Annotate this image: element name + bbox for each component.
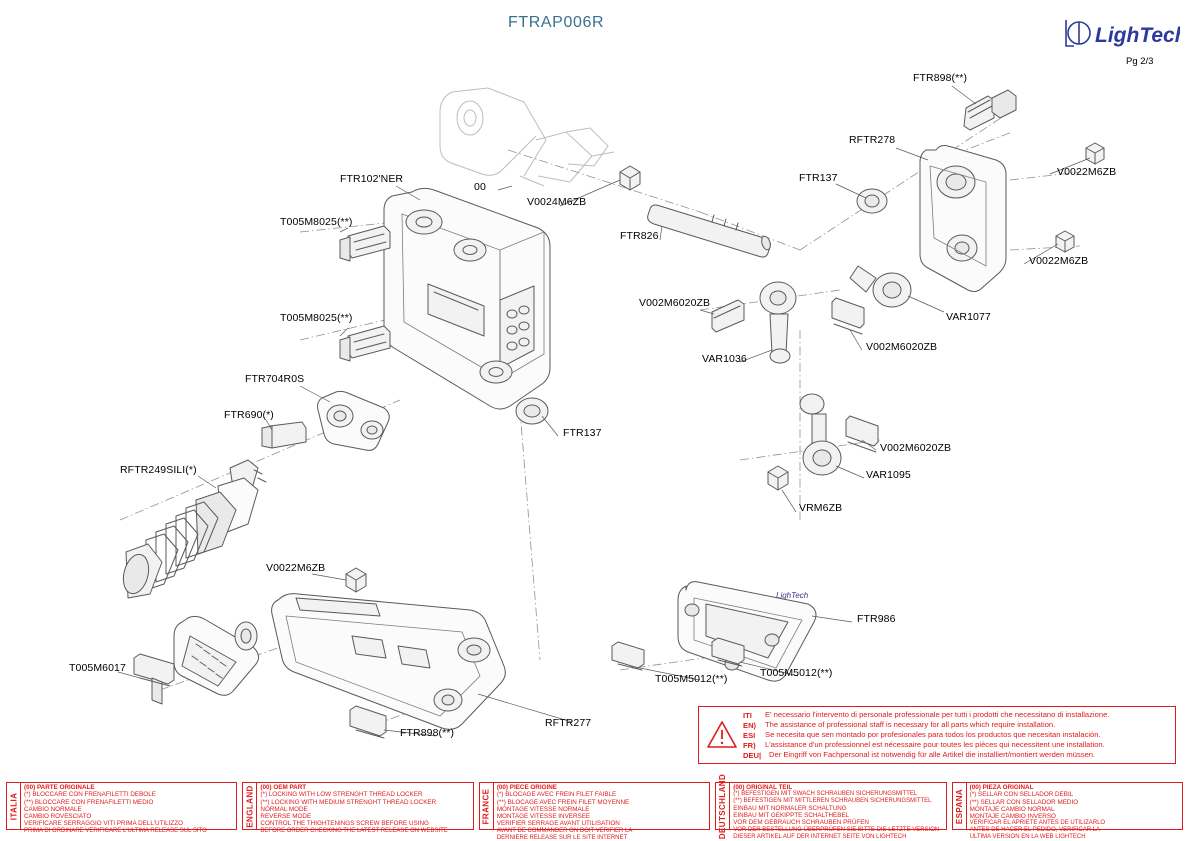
- legend-line: MONTAGE VITESSE INVERSEE: [496, 813, 591, 821]
- legend-line: (*) SELLAR CON SELLADOR DEBIL: [969, 791, 1074, 799]
- part-label: V0022M6ZB: [1057, 166, 1117, 178]
- svg-text:LighTech: LighTech: [1095, 24, 1180, 47]
- legend-line: VOR DER BESTELLUNG ÜBERPRÜFEN SIE BITTE DIE LETZTE VERSION: [733, 826, 940, 833]
- warning-text: L'assistance d'un professionnel est nécessaire pour toutes les pièces qui necessitent une installation.: [765, 740, 1105, 749]
- legend-line: (*) LOCKING WITH LOW STRENGHT THREAD LOCKER: [260, 791, 423, 799]
- part-label: FTR826: [620, 230, 659, 242]
- legend-line: AVANT DE COMMANDER ON DOIT VERIFIER LA: [496, 827, 633, 834]
- legend-line: VOR DEM GEBRAUCH SCHRAUBEN PRÜFEN: [733, 819, 869, 827]
- legend-line: VERIFIER SERRAGE AVANT UTILISATION: [496, 820, 620, 828]
- part-label: VAR1095: [866, 469, 911, 481]
- part-label: RFTR249SILI(*): [120, 464, 197, 476]
- legend-line: EINBAU MIT NORMALER SCHALTUNG: [733, 804, 847, 812]
- legend-line: (**) BEFESTIGEN MIT MITTLEREN SCHRAUBEN SICHERUNGSMITTEL: [733, 798, 932, 805]
- warning-triangle-icon: [707, 721, 737, 748]
- warning-text: The assistance of professional staff is necessary for all parts which require installation.: [765, 720, 1056, 729]
- part-label: V002M6020ZB: [639, 297, 711, 309]
- part-label: T005M5012(**): [655, 673, 728, 685]
- legend-country: ENGLAND: [243, 783, 257, 829]
- part-label: VAR1077: [946, 311, 991, 323]
- part-label: V002M6020ZB: [866, 341, 938, 353]
- legend-country: ESPANA: [953, 783, 967, 829]
- part-label: FTR102'NER: [340, 173, 404, 185]
- part-label: FTR704R0S: [245, 373, 305, 385]
- legend-country: ITALIA: [7, 783, 21, 829]
- part-label: FTR898(**): [913, 72, 968, 84]
- legend-line: (**) LOCKING WITH MEDIUM STRENGHT THREAD LOCKER: [260, 798, 437, 806]
- legend-line: (**) BLOCAGE AVEC FREIN FILET MOYENNE: [496, 798, 630, 806]
- legend-bar: [6, 773, 1183, 841]
- part-label: V0022M6ZB: [1029, 255, 1089, 267]
- warning-lang-code: EN): [743, 721, 757, 730]
- part-label: T005M5012(**): [760, 667, 833, 679]
- legend-country: DEUTSCHLAND: [716, 783, 730, 829]
- part-label: T005M8025(**): [280, 216, 353, 228]
- legend-box-england: [242, 782, 473, 834]
- legend-line: (**) SELLAR CON SELLADOR MEDIO: [969, 798, 1079, 806]
- legend-country: FRANCE: [480, 783, 494, 829]
- legend-box-deutschland: [715, 773, 946, 840]
- legend-line: VERIFICAR EL APRIETE ANTES DE UTILIZARLO: [969, 820, 1106, 827]
- warning-lang-code: DEU|: [743, 751, 762, 760]
- legend-line: MONTAJE CAMBIO NORMAL: [969, 805, 1055, 813]
- part-label: FTR986: [857, 613, 896, 625]
- legend-line: NORMAL MODE: [260, 805, 308, 813]
- svg-text:LighTech: LighTech: [776, 591, 809, 600]
- part-label: FTR137: [563, 427, 602, 439]
- part-label: 00: [474, 181, 486, 193]
- legend-line: CONTROL THE THIGHTENINGS SCREW BEFORE USING: [260, 820, 429, 828]
- legend-line: BEFORE ORDER CHECKING THE LATEST RELEASE ON WEBSITE: [260, 827, 448, 834]
- legend-box-italia: [6, 782, 237, 834]
- part-label: T005M6017: [69, 662, 126, 674]
- part-label: T005M8025(**): [280, 312, 353, 324]
- legend-line: (*) BLOCAGE AVEC FREIN FILET FAIBLE: [496, 791, 617, 799]
- legend-line: (00) ORIGINAL TEIL: [733, 784, 793, 791]
- warning-text: Der Eingriff von Fachpersonal ist notwendig für alle Artikel die installiert/montiert werden müssen.: [769, 750, 1096, 759]
- part-label: VAR1036: [702, 353, 747, 365]
- part-label: FTR137: [799, 172, 838, 184]
- warning-box: [698, 706, 1176, 764]
- legend-box-espana: [952, 782, 1183, 841]
- legend-line: CAMBIO ROVESCIATO: [24, 813, 92, 821]
- legend-line: PRIMA DI ORDINARE VERIFICARE L'ULTIMA RELEASE SUL SITO: [24, 827, 207, 834]
- legend-line: EINBAU MIT GEKIPPTE SCHALTHEBEL: [733, 812, 850, 820]
- page-number: Pg 2/3: [1126, 56, 1154, 67]
- legend-line: (**) BLOCCARE CON FRENAFILETTI MEDIO: [24, 798, 154, 806]
- part-label: RFTR277: [545, 717, 592, 729]
- part-label: V0024M6ZB: [527, 196, 587, 208]
- legend-line: ULTIMA VERSION EN LA WEB LIGHTECH: [969, 834, 1086, 841]
- part-label: VRM6ZB: [799, 502, 843, 514]
- legend-line: (*) BLOCCARE CON FRENAFILETTI DEBOLE: [24, 791, 156, 799]
- legend-line: CAMBIO NORMALE: [24, 805, 82, 813]
- part-label: FTR898(**): [400, 727, 455, 739]
- legend-line: DIESER ARTIKEL AUF DER INTERNET SEITE VON LIGHTECH: [733, 833, 907, 840]
- warning-text: Se necesita que sen montado por profesionales para todos los productos que necesitan instalación.: [765, 730, 1101, 739]
- legend-line: ANTES DE HACER EL PEDIDO, VERIFICAR LA: [969, 827, 1101, 834]
- warning-lang-code: FR): [743, 741, 756, 750]
- page-title: FTRAP006R: [508, 14, 605, 31]
- part-label: V0022M6ZB: [266, 562, 326, 574]
- legend-line: (00) PARTE ORIGINALE: [24, 784, 95, 791]
- legend-line: DERNIERE RELEASE SUR LE SITE INTERNET: [496, 834, 628, 841]
- warning-lang-code: ITI: [743, 711, 752, 720]
- legend-line: REVERSE MODE: [260, 813, 312, 821]
- legend-line: (00) PIECE ORIGINE: [496, 784, 557, 791]
- legend-line: (00) OEM PART: [260, 784, 307, 791]
- part-label: V002M6020ZB: [880, 442, 952, 454]
- part-label: FTR690(*): [224, 409, 274, 421]
- legend-line: VERIFICARE SERRAGGIO VITI PRIMA DELL'UTILIZZO: [24, 820, 184, 828]
- legend-line: (*) BEFESTIGEN MIT SWACH SCHRAUBEN SICHERUNGSMITTEL: [733, 791, 918, 798]
- part-label: RFTR278: [849, 134, 896, 146]
- legend-line: MONTAGE VITESSE NORMALE: [496, 805, 590, 813]
- warning-lang-code: ESI: [743, 731, 756, 740]
- legend-line: (00) PIEZA ORIGINAL: [969, 784, 1034, 791]
- legend-box-france: [479, 782, 710, 841]
- warning-text: E' necessario l'intervento di personale professionale per tutti i prodotti che necessitano di installazione.: [765, 710, 1110, 719]
- legend-line: MONTAJE CAMBIO INVERSO: [969, 813, 1056, 821]
